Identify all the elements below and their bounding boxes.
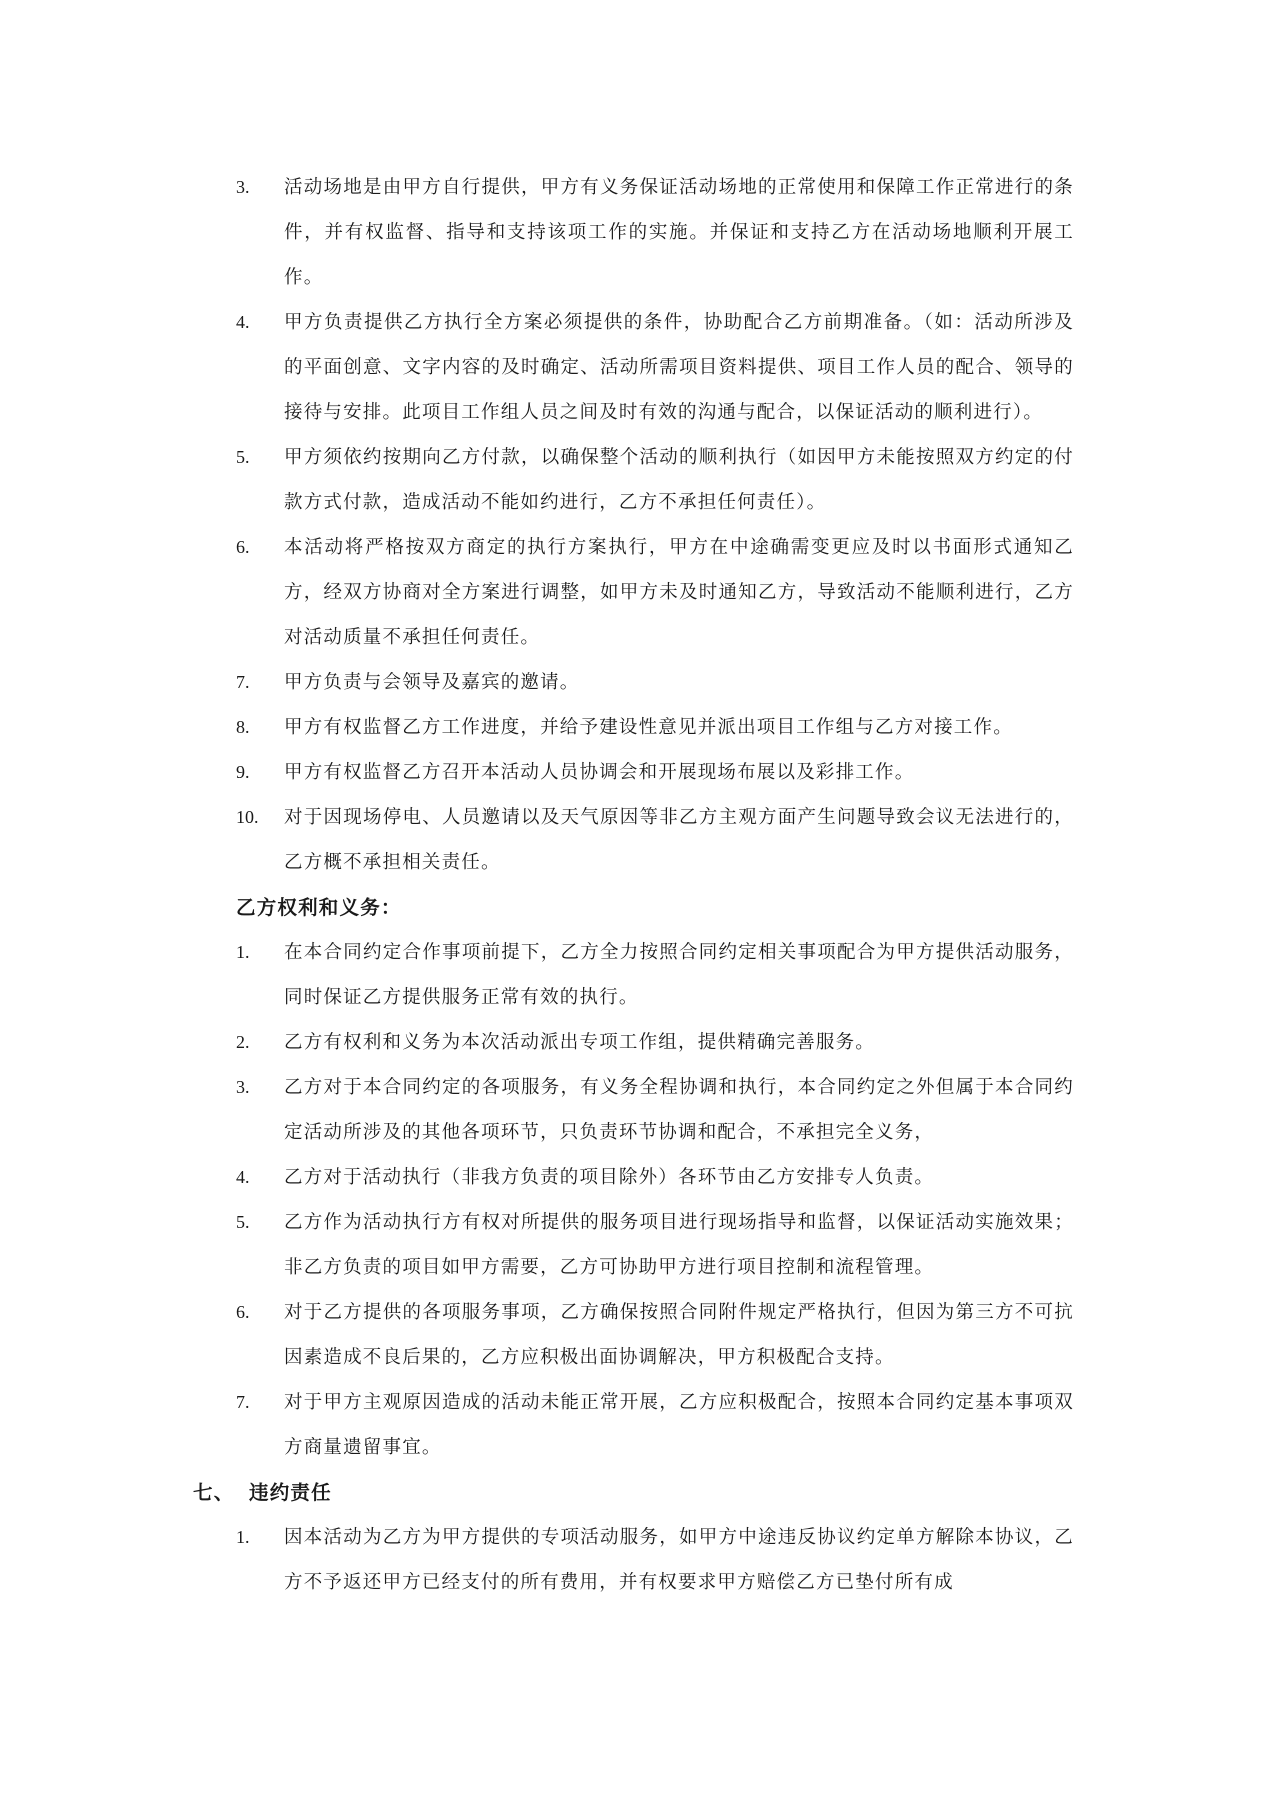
item-text: 活动场地是由甲方自行提供，甲方有义务保证活动场地的正常使用和保障工作正常进行的条件，并有权监督、指导和支持该项工作的实施。并保证和支持乙方在活动场地顺利开展工作。 — [284, 177, 1074, 288]
section-heading-breach — [193, 1470, 1280, 1515]
item-text: 甲方须依约按期向乙方付款，以确保整个活动的顺利执行（如因甲方未能按照双方约定的付款方式付款，造成活动不能如约进行，乙方不承担任何责任）。 — [284, 447, 1074, 513]
item-number: 7. — [236, 1392, 250, 1412]
item-number: 1. — [236, 942, 250, 962]
item-text: 甲方负责与会领导及嘉宾的邀请。 — [284, 672, 580, 693]
list-item — [236, 1020, 1074, 1065]
list-item — [236, 930, 1074, 1020]
item-text: 对于甲方主观原因造成的活动未能正常开展，乙方应积极配合，按照本合同约定基本事项双方商量遗留事宜。 — [284, 1392, 1074, 1458]
item-text: 甲方有权监督乙方召开本活动人员协调会和开展现场布展以及彩排工作。 — [284, 762, 915, 783]
item-number: 4. — [236, 1167, 250, 1187]
item-number: 5. — [236, 1212, 250, 1232]
party-b-heading: 乙方权利和义务： — [236, 896, 402, 919]
list-item — [236, 1380, 1074, 1470]
item-text: 因本活动为乙方为甲方提供的专项活动服务，如甲方中途违反协议约定单方解除本协议，乙方不予返还甲方已经支付的所有费用，并有权要求甲方赔偿乙方已垫付所有成 — [284, 1527, 1074, 1593]
item-number: 9. — [236, 762, 250, 782]
list-item — [236, 750, 1074, 795]
section-title: 违约责任 — [249, 1481, 332, 1504]
item-number: 10. — [236, 807, 259, 827]
item-number: 1. — [236, 1527, 250, 1547]
party-a-obligations-list — [0, 165, 1280, 1605]
item-text: 甲方有权监督乙方工作进度，并给予建设性意见并派出项目工作组与乙方对接工作。 — [284, 717, 1013, 738]
list-item — [236, 1290, 1074, 1380]
list-item — [236, 1515, 1074, 1605]
item-number: 7. — [236, 672, 250, 692]
section-number: 七、 — [193, 1481, 235, 1504]
item-number: 4. — [236, 312, 250, 332]
item-text: 乙方有权利和义务为本次活动派出专项工作组，提供精确完善服务。 — [284, 1032, 876, 1053]
item-text: 乙方对于本合同约定的各项服务，有义务全程协调和执行，本合同约定之外但属于本合同约定活动所涉及的其他各项环节，只负责环节协调和配合，不承担完全义务， — [284, 1077, 1074, 1143]
item-text: 甲方负责提供乙方执行全方案必须提供的条件，协助配合乙方前期准备。（如：活动所涉及的平面创意、文字内容的及时确定、活动所需项目资料提供、项目工作人员的配合、领导的接待与安排。此项目工作组人员之间及时有效的沟通与配合，以保证活动的顺利进行）。 — [284, 312, 1074, 423]
item-number: 6. — [236, 537, 250, 557]
list-item — [236, 1200, 1074, 1290]
item-text: 乙方对于活动执行（非我方负责的项目除外）各环节由乙方安排专人负责。 — [284, 1167, 935, 1188]
item-number: 8. — [236, 717, 250, 737]
list-item — [236, 660, 1074, 705]
list-item — [236, 435, 1074, 525]
list-item — [236, 1155, 1074, 1200]
list-item — [236, 165, 1074, 300]
item-number: 2. — [236, 1032, 250, 1052]
item-number: 3. — [236, 1077, 250, 1097]
item-text: 在本合同约定合作事项前提下，乙方全力按照合同约定相关事项配合为甲方提供活动服务，同时保证乙方提供服务正常有效的执行。 — [284, 942, 1074, 1008]
item-number: 6. — [236, 1302, 250, 1322]
item-text: 对于乙方提供的各项服务事项，乙方确保按照合同附件规定严格执行，但因为第三方不可抗因素造成不良后果的，乙方应积极出面协调解决，甲方积极配合支持。 — [284, 1302, 1074, 1368]
item-text: 本活动将严格按双方商定的执行方案执行，甲方在中途确需变更应及时以书面形式通知乙方，经双方协商对全方案进行调整，如甲方未及时通知乙方，导致活动不能顺利进行，乙方对活动质量不承担任何责任。 — [284, 537, 1074, 648]
list-item — [236, 1065, 1074, 1155]
list-item — [236, 300, 1074, 435]
item-number: 3. — [236, 177, 250, 197]
list-item — [236, 705, 1074, 750]
list-item — [236, 525, 1074, 660]
item-text: 对于因现场停电、人员邀请以及天气原因等非乙方主观方面产生问题导致会议无法进行的，乙方概不承担相关责任。 — [284, 807, 1074, 873]
item-text: 乙方作为活动执行方有权对所提供的服务项目进行现场指导和监督，以保证活动实施效果；非乙方负责的项目如甲方需要，乙方可协助甲方进行项目控制和流程管理。 — [284, 1212, 1074, 1278]
item-number: 5. — [236, 447, 250, 467]
list-item — [236, 795, 1074, 885]
